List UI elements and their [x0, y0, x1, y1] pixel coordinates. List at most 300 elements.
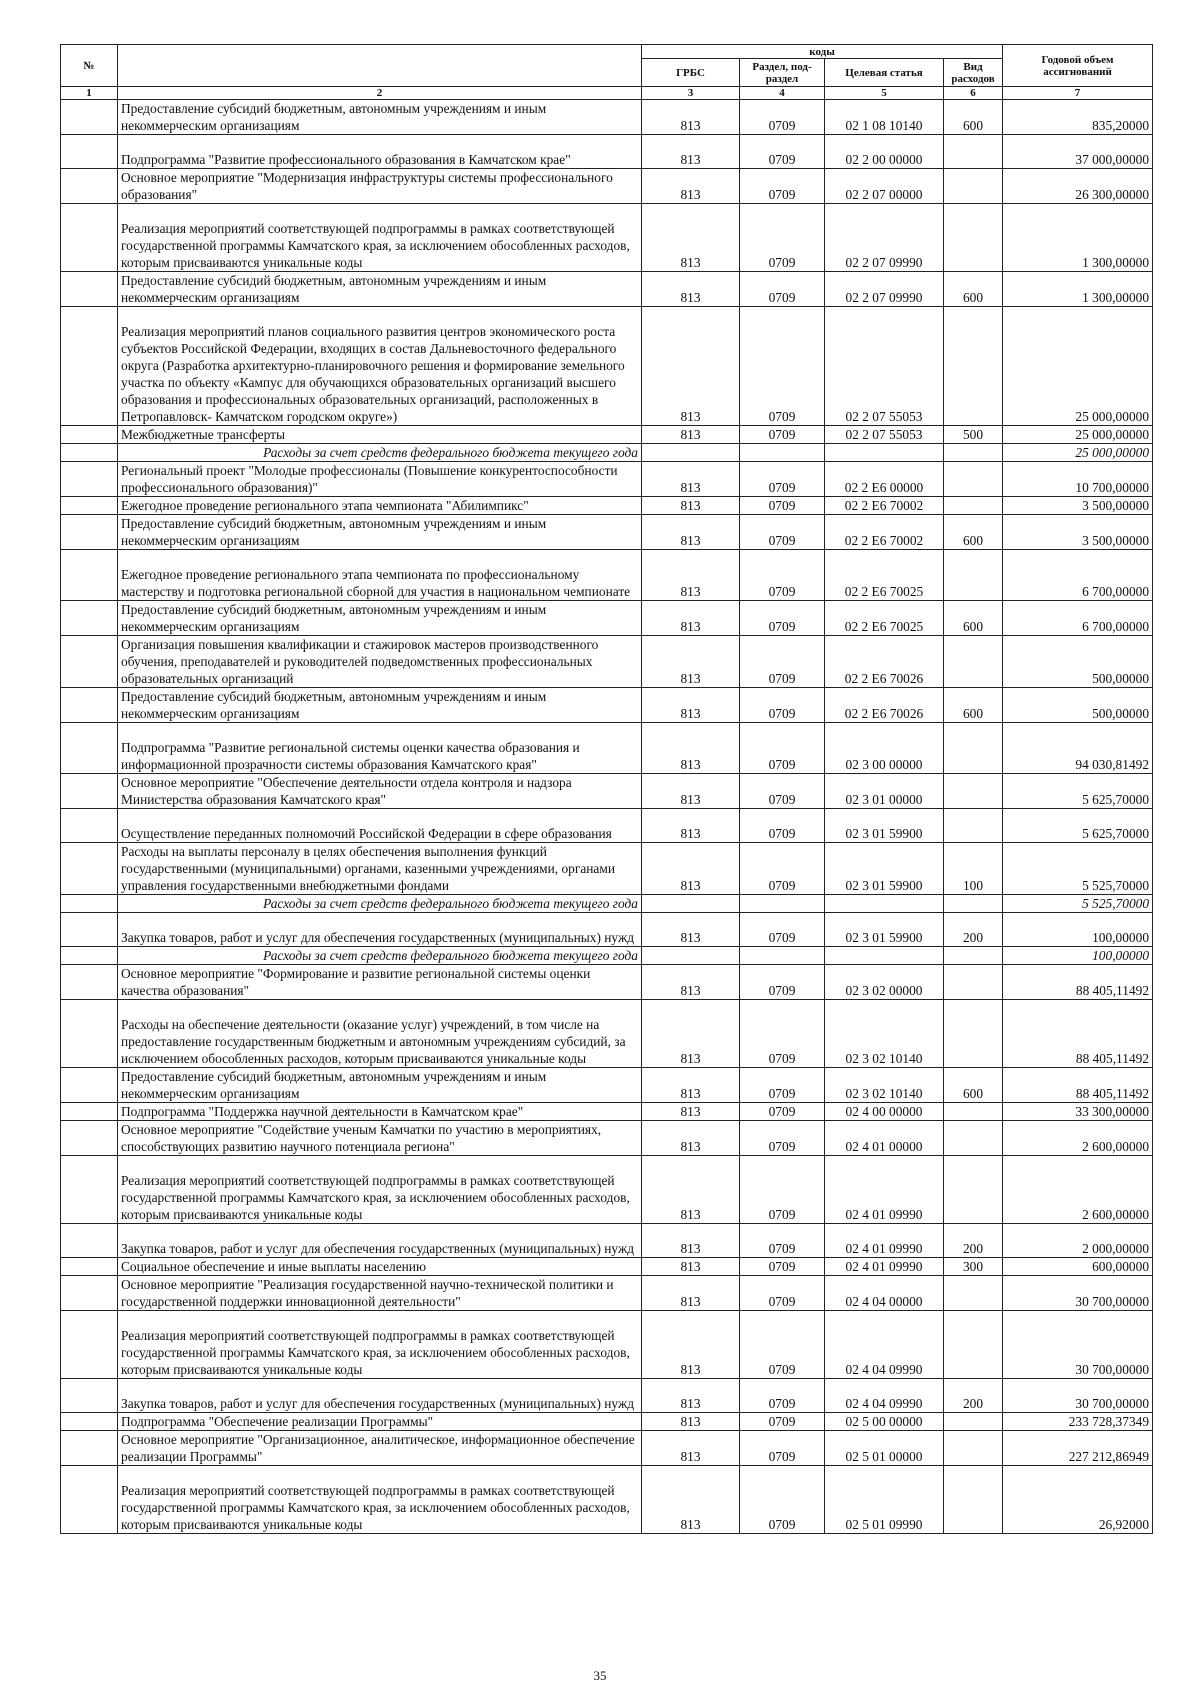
- row-name: Предоставление субсидий бюджетным, автономным учреждениям и иным некоммерческим организациям: [118, 1068, 642, 1103]
- row-razdel: 0709: [740, 1000, 825, 1068]
- header-colnum-1: 1: [61, 87, 118, 100]
- row-vr: 500: [944, 426, 1003, 444]
- row-grbs: 813: [642, 426, 740, 444]
- table-row: [61, 497, 1153, 515]
- row-grbs: 813: [642, 1413, 740, 1431]
- row-vr: 300: [944, 1258, 1003, 1276]
- row-name: Предоставление субсидий бюджетным, автономным учреждениям и иным некоммерческим организациям: [118, 688, 642, 723]
- row-vr: 600: [944, 601, 1003, 636]
- row-vr: [944, 169, 1003, 204]
- row-csr: [825, 444, 944, 462]
- row-razdel: 0709: [740, 1466, 825, 1534]
- row-name: Основное мероприятие "Содействие ученым Камчатки по участию в мероприятиях, способствующих развитию научного потенциала региона": [118, 1121, 642, 1156]
- row-amount: 25 000,00000: [1003, 444, 1153, 462]
- row-csr: 02 5 01 00000: [825, 1431, 944, 1466]
- row-name: Предоставление субсидий бюджетным, автономным учреждениям и иным некоммерческим организациям: [118, 515, 642, 550]
- row-number: [61, 895, 118, 913]
- row-name: Социальное обеспечение и иные выплаты населению: [118, 1258, 642, 1276]
- row-razdel: 0709: [740, 272, 825, 307]
- row-razdel: [740, 947, 825, 965]
- row-razdel: 0709: [740, 965, 825, 1000]
- row-amount: 2 600,00000: [1003, 1156, 1153, 1224]
- table-row: [61, 688, 1153, 723]
- row-amount: 3 500,00000: [1003, 497, 1153, 515]
- header-vr: Вид расходов: [944, 59, 1003, 87]
- row-amount: 6 700,00000: [1003, 601, 1153, 636]
- row-number: [61, 272, 118, 307]
- table-row: [61, 515, 1153, 550]
- row-razdel: 0709: [740, 204, 825, 272]
- row-razdel: 0709: [740, 1379, 825, 1413]
- table-row: [61, 1156, 1153, 1224]
- row-csr: 02 2 07 55053: [825, 426, 944, 444]
- row-amount: 25 000,00000: [1003, 426, 1153, 444]
- row-grbs: 813: [642, 965, 740, 1000]
- row-csr: 02 3 02 10140: [825, 1000, 944, 1068]
- row-csr: 02 3 01 59900: [825, 843, 944, 895]
- row-vr: 100: [944, 843, 1003, 895]
- row-grbs: 813: [642, 843, 740, 895]
- table-row: [61, 1000, 1153, 1068]
- row-vr: [944, 1466, 1003, 1534]
- row-name: Ежегодное проведение регионального этапа чемпионата по профессиональному мастерству и подготовка региональной сборной для участия в национальном чемпионате: [118, 550, 642, 601]
- row-grbs: 813: [642, 1431, 740, 1466]
- row-name: Основное мероприятие "Обеспечение деятельности отдела контроля и надзора Министерства образования Камчатского края": [118, 774, 642, 809]
- row-razdel: 0709: [740, 169, 825, 204]
- row-razdel: 0709: [740, 307, 825, 426]
- row-name: Региональный проект "Молодые профессионалы (Повышение конкурентоспособности профессионального образования)": [118, 462, 642, 497]
- row-number: [61, 1258, 118, 1276]
- row-vr: [944, 550, 1003, 601]
- row-vr: [944, 774, 1003, 809]
- row-grbs: 813: [642, 636, 740, 688]
- row-amount: 26 300,00000: [1003, 169, 1153, 204]
- row-vr: [944, 809, 1003, 843]
- table-row: [61, 1103, 1153, 1121]
- table-row-federal-note: [61, 947, 1153, 965]
- row-razdel: 0709: [740, 601, 825, 636]
- row-name: Подпрограмма "Развитие региональной системы оценки качества образования и информационной прозрачности системы образования Камчатского края": [118, 723, 642, 774]
- row-razdel: 0709: [740, 1258, 825, 1276]
- row-csr: 02 2 Е6 00000: [825, 462, 944, 497]
- row-amount: 5 525,70000: [1003, 895, 1153, 913]
- row-amount: 5 625,70000: [1003, 774, 1153, 809]
- row-vr: 600: [944, 100, 1003, 135]
- row-grbs: 813: [642, 135, 740, 169]
- table-row: [61, 774, 1153, 809]
- row-amount: 5 525,70000: [1003, 843, 1153, 895]
- row-csr: 02 4 01 09990: [825, 1156, 944, 1224]
- row-number: [61, 1121, 118, 1156]
- row-csr: 02 2 Е6 70002: [825, 497, 944, 515]
- table-row: [61, 135, 1153, 169]
- row-grbs: 813: [642, 100, 740, 135]
- row-csr: [825, 947, 944, 965]
- row-number: [61, 1156, 118, 1224]
- row-name: Предоставление субсидий бюджетным, автономным учреждениям и иным некоммерческим организациям: [118, 272, 642, 307]
- row-razdel: 0709: [740, 135, 825, 169]
- row-number: [61, 135, 118, 169]
- row-number: [61, 100, 118, 135]
- row-amount: 1 300,00000: [1003, 272, 1153, 307]
- row-name: Реализация мероприятий соответствующей подпрограммы в рамках соответствующей государственной программы Камчатского края, за исключением обособленных расходов, которым присваиваются уникальные коды: [118, 1466, 642, 1534]
- row-grbs: 813: [642, 809, 740, 843]
- row-vr: [944, 307, 1003, 426]
- row-grbs: 813: [642, 1068, 740, 1103]
- row-vr: 600: [944, 515, 1003, 550]
- row-number: [61, 601, 118, 636]
- row-number: [61, 809, 118, 843]
- row-grbs: 813: [642, 1379, 740, 1413]
- row-razdel: 0709: [740, 1068, 825, 1103]
- row-csr: 02 4 00 00000: [825, 1103, 944, 1121]
- row-number: [61, 774, 118, 809]
- row-name: Реализация мероприятий соответствующей подпрограммы в рамках соответствующей государственной программы Камчатского края, за исключением обособленных расходов, которым присваиваются уникальные коды: [118, 1311, 642, 1379]
- row-grbs: 813: [642, 1311, 740, 1379]
- row-vr: [944, 1156, 1003, 1224]
- row-csr: 02 2 Е6 70026: [825, 636, 944, 688]
- row-number: [61, 947, 118, 965]
- row-vr: [944, 497, 1003, 515]
- row-vr: [944, 1121, 1003, 1156]
- row-amount: 10 700,00000: [1003, 462, 1153, 497]
- row-grbs: [642, 895, 740, 913]
- row-grbs: [642, 947, 740, 965]
- row-vr: [944, 444, 1003, 462]
- row-csr: 02 3 01 59900: [825, 913, 944, 947]
- row-grbs: 813: [642, 688, 740, 723]
- row-razdel: 0709: [740, 462, 825, 497]
- budget-table: [60, 44, 1153, 1534]
- row-vr: [944, 1311, 1003, 1379]
- row-razdel: 0709: [740, 550, 825, 601]
- table-row: [61, 100, 1153, 135]
- header-colnum-2: 2: [118, 87, 642, 100]
- row-number: [61, 636, 118, 688]
- row-number: [61, 965, 118, 1000]
- table-row: [61, 1224, 1153, 1258]
- row-razdel: 0709: [740, 1413, 825, 1431]
- row-vr: [944, 947, 1003, 965]
- row-number: [61, 913, 118, 947]
- row-number: [61, 1379, 118, 1413]
- row-amount: 3 500,00000: [1003, 515, 1153, 550]
- row-vr: [944, 1413, 1003, 1431]
- row-vr: [944, 895, 1003, 913]
- table-row-federal-note: [61, 444, 1153, 462]
- row-number: [61, 1311, 118, 1379]
- row-razdel: [740, 444, 825, 462]
- table-row: [61, 636, 1153, 688]
- table-body: [61, 100, 1153, 1534]
- row-razdel: 0709: [740, 1311, 825, 1379]
- row-grbs: 813: [642, 1103, 740, 1121]
- row-name: Подпрограмма "Поддержка научной деятельности в Камчатском крае": [118, 1103, 642, 1121]
- row-grbs: 813: [642, 204, 740, 272]
- row-amount: 6 700,00000: [1003, 550, 1153, 601]
- row-amount: 88 405,11492: [1003, 1068, 1153, 1103]
- row-razdel: 0709: [740, 1431, 825, 1466]
- row-name: Закупка товаров, работ и услуг для обеспечения государственных (муниципальных) нужд: [118, 913, 642, 947]
- row-name: Реализация мероприятий планов социального развития центров экономического роста субъектов Российской Федерации, входящих в состав Дальневосточного федерального округа (Разработка архитектурно-планировочного решения и формирование земельного участка по объекту «Кампус для обучающихся образовательных организаций высшего образования и профессиональных образовательных организаций, расположенных в Петропавловск- Камчатском городском округе»): [118, 307, 642, 426]
- table-row-federal-note: [61, 895, 1153, 913]
- row-razdel: 0709: [740, 774, 825, 809]
- row-csr: 02 4 01 00000: [825, 1121, 944, 1156]
- row-grbs: 813: [642, 1466, 740, 1534]
- row-vr: [944, 204, 1003, 272]
- row-amount: 1 300,00000: [1003, 204, 1153, 272]
- row-amount: 100,00000: [1003, 913, 1153, 947]
- row-number: [61, 204, 118, 272]
- row-razdel: 0709: [740, 723, 825, 774]
- row-number: [61, 1068, 118, 1103]
- row-grbs: 813: [642, 1000, 740, 1068]
- row-number: [61, 1413, 118, 1431]
- row-amount: 100,00000: [1003, 947, 1153, 965]
- table-row: [61, 723, 1153, 774]
- row-name: Предоставление субсидий бюджетным, автономным учреждениям и иным некоммерческим организациям: [118, 100, 642, 135]
- row-razdel: 0709: [740, 515, 825, 550]
- row-csr: 02 5 01 09990: [825, 1466, 944, 1534]
- row-csr: 02 3 01 59900: [825, 809, 944, 843]
- table-row: [61, 601, 1153, 636]
- row-name: Основное мероприятие "Организационное, аналитическое, информационное обеспечение реализации Программы": [118, 1431, 642, 1466]
- table-row: [61, 1311, 1153, 1379]
- row-amount: 5 625,70000: [1003, 809, 1153, 843]
- row-name: Реализация мероприятий соответствующей подпрограммы в рамках соответствующей государственной программы Камчатского края, за исключением обособленных расходов, которым присваиваются уникальные коды: [118, 1156, 642, 1224]
- row-amount: 88 405,11492: [1003, 1000, 1153, 1068]
- row-name: Подпрограмма "Развитие профессионального образования в Камчатском крае": [118, 135, 642, 169]
- header-volume: Годовой объем ассигнований: [1003, 45, 1153, 87]
- header-colnum-5: 5: [825, 87, 944, 100]
- row-razdel: 0709: [740, 688, 825, 723]
- row-grbs: 813: [642, 1121, 740, 1156]
- row-razdel: 0709: [740, 1103, 825, 1121]
- table-row: [61, 809, 1153, 843]
- row-vr: [944, 1431, 1003, 1466]
- row-name: Основное мероприятие "Формирование и развитие региональной системы оценки качества образования": [118, 965, 642, 1000]
- row-name: Закупка товаров, работ и услуг для обеспечения государственных (муниципальных) нужд: [118, 1224, 642, 1258]
- table-row: [61, 169, 1153, 204]
- row-amount: 835,20000: [1003, 100, 1153, 135]
- row-name: Расходы за счет средств федерального бюджета текущего года: [118, 947, 642, 965]
- table-row: [61, 426, 1153, 444]
- row-csr: 02 4 04 09990: [825, 1379, 944, 1413]
- row-csr: 02 2 Е6 70025: [825, 550, 944, 601]
- row-csr: 02 2 07 55053: [825, 307, 944, 426]
- header-colnum-3: 3: [642, 87, 740, 100]
- row-vr: [944, 462, 1003, 497]
- row-csr: 02 3 01 00000: [825, 774, 944, 809]
- row-grbs: 813: [642, 550, 740, 601]
- row-amount: 30 700,00000: [1003, 1311, 1153, 1379]
- row-amount: 94 030,81492: [1003, 723, 1153, 774]
- header-colnum-4: 4: [740, 87, 825, 100]
- row-razdel: 0709: [740, 1224, 825, 1258]
- header-number: №: [61, 45, 118, 87]
- row-name: Осуществление переданных полномочий Российской Федерации в сфере образования: [118, 809, 642, 843]
- row-grbs: 813: [642, 1258, 740, 1276]
- row-name: Межбюджетные трансферты: [118, 426, 642, 444]
- row-grbs: 813: [642, 462, 740, 497]
- row-number: [61, 1276, 118, 1311]
- table-row: [61, 1068, 1153, 1103]
- header-csr: Целевая статья: [825, 59, 944, 87]
- table-row: [61, 1413, 1153, 1431]
- row-grbs: 813: [642, 774, 740, 809]
- row-number: [61, 1103, 118, 1121]
- row-vr: [944, 636, 1003, 688]
- header-codes: коды: [642, 45, 1003, 59]
- row-vr: 200: [944, 1224, 1003, 1258]
- table-row: [61, 1276, 1153, 1311]
- row-vr: [944, 1000, 1003, 1068]
- row-grbs: 813: [642, 272, 740, 307]
- row-number: [61, 307, 118, 426]
- row-grbs: 813: [642, 307, 740, 426]
- row-number: [61, 497, 118, 515]
- row-csr: 02 2 Е6 70026: [825, 688, 944, 723]
- row-amount: 2 000,00000: [1003, 1224, 1153, 1258]
- row-razdel: 0709: [740, 809, 825, 843]
- row-grbs: 813: [642, 497, 740, 515]
- row-grbs: 813: [642, 913, 740, 947]
- row-name: Предоставление субсидий бюджетным, автономным учреждениям и иным некоммерческим организациям: [118, 601, 642, 636]
- page-number: 35: [593, 1668, 607, 1683]
- row-grbs: 813: [642, 601, 740, 636]
- row-amount: 37 000,00000: [1003, 135, 1153, 169]
- row-grbs: 813: [642, 169, 740, 204]
- row-amount: 500,00000: [1003, 688, 1153, 723]
- row-vr: 600: [944, 1068, 1003, 1103]
- row-csr: 02 2 07 09990: [825, 204, 944, 272]
- row-csr: 02 2 Е6 70002: [825, 515, 944, 550]
- row-amount: 30 700,00000: [1003, 1379, 1153, 1413]
- header-grbs: ГРБС: [642, 59, 740, 87]
- row-name: Организация повышения квалификации и стажировок мастеров производственного обучения, преподавателей и руководителей подведомственных профессиональных образовательных организаций: [118, 636, 642, 688]
- table-row: [61, 1258, 1153, 1276]
- table-row: [61, 550, 1153, 601]
- row-amount: 25 000,00000: [1003, 307, 1153, 426]
- row-amount: 600,00000: [1003, 1258, 1153, 1276]
- row-amount: 33 300,00000: [1003, 1103, 1153, 1121]
- row-csr: 02 5 00 00000: [825, 1413, 944, 1431]
- header-colnum-6: 6: [944, 87, 1003, 100]
- table-row: [61, 913, 1153, 947]
- row-csr: 02 4 01 09990: [825, 1258, 944, 1276]
- row-number: [61, 723, 118, 774]
- row-razdel: 0709: [740, 1276, 825, 1311]
- row-number: [61, 169, 118, 204]
- row-name: Основное мероприятие "Реализация государственной научно-технической политики и государственной поддержки инновационной деятельности": [118, 1276, 642, 1311]
- row-name: Расходы на выплаты персоналу в целях обеспечения выполнения функций государственными (муниципальными) органами, казенными учреждениями, органами управления государственными внебюджетными фондами: [118, 843, 642, 895]
- row-csr: 02 4 04 09990: [825, 1311, 944, 1379]
- row-number: [61, 462, 118, 497]
- row-name: Закупка товаров, работ и услуг для обеспечения государственных (муниципальных) нужд: [118, 1379, 642, 1413]
- row-number: [61, 688, 118, 723]
- table-row: [61, 1379, 1153, 1413]
- row-grbs: 813: [642, 1224, 740, 1258]
- row-csr: 02 4 01 09990: [825, 1224, 944, 1258]
- row-number: [61, 1431, 118, 1466]
- header-name: [118, 45, 642, 87]
- row-grbs: 813: [642, 723, 740, 774]
- row-grbs: 813: [642, 1156, 740, 1224]
- row-amount: 88 405,11492: [1003, 965, 1153, 1000]
- row-razdel: 0709: [740, 843, 825, 895]
- row-amount: 233 728,37349: [1003, 1413, 1153, 1431]
- row-csr: 02 2 07 09990: [825, 272, 944, 307]
- row-vr: 200: [944, 913, 1003, 947]
- row-csr: 02 2 00 00000: [825, 135, 944, 169]
- row-razdel: 0709: [740, 913, 825, 947]
- row-name: Расходы за счет средств федерального бюджета текущего года: [118, 444, 642, 462]
- header-colnum-7: 7: [1003, 87, 1153, 100]
- row-name: Ежегодное проведение регионального этапа чемпионата "Абилимпикс": [118, 497, 642, 515]
- row-csr: [825, 895, 944, 913]
- row-name: Подпрограмма "Обеспечение реализации Программы": [118, 1413, 642, 1431]
- row-amount: 2 600,00000: [1003, 1121, 1153, 1156]
- row-number: [61, 426, 118, 444]
- table-row: [61, 1431, 1153, 1466]
- row-amount: 26,92000: [1003, 1466, 1153, 1534]
- row-grbs: 813: [642, 515, 740, 550]
- row-number: [61, 1224, 118, 1258]
- row-name: Расходы за счет средств федерального бюджета текущего года: [118, 895, 642, 913]
- row-vr: [944, 723, 1003, 774]
- row-razdel: [740, 895, 825, 913]
- header-razdel: Раздел, под-раздел: [740, 59, 825, 87]
- row-csr: 02 3 02 00000: [825, 965, 944, 1000]
- row-number: [61, 515, 118, 550]
- row-csr: 02 3 02 10140: [825, 1068, 944, 1103]
- row-csr: 02 1 08 10140: [825, 100, 944, 135]
- table-row: [61, 843, 1153, 895]
- row-razdel: 0709: [740, 497, 825, 515]
- row-csr: 02 2 Е6 70025: [825, 601, 944, 636]
- table-row: [61, 1466, 1153, 1534]
- row-vr: 200: [944, 1379, 1003, 1413]
- row-number: [61, 550, 118, 601]
- row-vr: 600: [944, 688, 1003, 723]
- row-amount: 30 700,00000: [1003, 1276, 1153, 1311]
- row-number: [61, 444, 118, 462]
- row-name: Основное мероприятие "Модернизация инфраструктуры системы профессионального образования": [118, 169, 642, 204]
- row-csr: 02 2 07 00000: [825, 169, 944, 204]
- row-number: [61, 1000, 118, 1068]
- row-razdel: 0709: [740, 1121, 825, 1156]
- row-csr: 02 3 00 00000: [825, 723, 944, 774]
- row-amount: 227 212,86949: [1003, 1431, 1153, 1466]
- row-razdel: 0709: [740, 426, 825, 444]
- row-csr: 02 4 04 00000: [825, 1276, 944, 1311]
- row-name: Расходы на обеспечение деятельности (оказание услуг) учреждений, в том числе на предоставление государственным бюджетным и автономным учреждениям субсидий, за исключением обособленных расходов, которым присваиваются уникальные коды: [118, 1000, 642, 1068]
- row-grbs: 813: [642, 1276, 740, 1311]
- table-row: [61, 1121, 1153, 1156]
- table-row: [61, 204, 1153, 272]
- row-amount: 500,00000: [1003, 636, 1153, 688]
- table-row: [61, 965, 1153, 1000]
- row-razdel: 0709: [740, 100, 825, 135]
- row-grbs: [642, 444, 740, 462]
- row-razdel: 0709: [740, 1156, 825, 1224]
- row-vr: [944, 135, 1003, 169]
- table-row: [61, 462, 1153, 497]
- table-row: [61, 307, 1153, 426]
- row-vr: [944, 1103, 1003, 1121]
- row-number: [61, 843, 118, 895]
- row-vr: [944, 965, 1003, 1000]
